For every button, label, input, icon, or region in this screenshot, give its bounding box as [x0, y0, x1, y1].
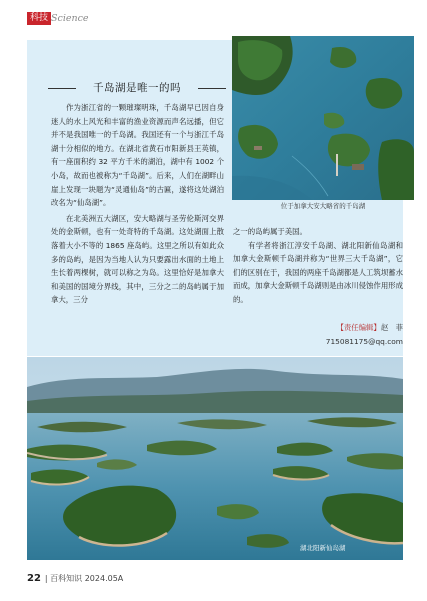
publication-info: 百科知识 2024.05A [50, 574, 124, 583]
paragraph: 在北美洲五大湖区，安大略湖与圣劳伦斯河交界处的金斯顿，也有一处奇特的千岛湖。这处湖面上散落着大小不等的 1865 座岛屿。这里之所以有如此众多的岛屿，是因为当地人认为只要露出水面的土地上生长着两棵树，就可以称之为岛。这里恰好是加拿大和美国的国境分界线，其中，三分之二的岛屿属于加拿大，三分 [51, 213, 224, 305]
body-column-left [51, 101, 224, 307]
paragraph: 作为浙江省的一颗璀璨明珠，千岛湖早已因自身迷人的水上风光和丰富的渔业资源而声名远播，但它并不是我国唯一的千岛湖。我国还有一个与浙江千岛湖十分相似的地方。在湖北省黄石市阳新县王英镇，有一座面积约 32 平方千米的湖泊，湖中有 1002 个小岛，故而也被称为“千岛湖”。后来，人们在湖畔山崖上发现一块题为“灵通仙岛”的古匾，遂将这处湖泊改名为“仙岛湖”。 [51, 103, 224, 208]
paragraph: 有学者将浙江淳安千岛湖、湖北阳新仙岛湖和加拿大金斯顿千岛湖并称为“世界三大千岛湖”，它们的区别在于，我国的两座千岛湖都是人工筑坝蓄水而成，加拿大金斯顿千岛湖则是由冰川侵蚀作用形成的。 [233, 240, 403, 304]
page-number: 22 [27, 573, 41, 584]
divider: | [44, 574, 51, 583]
editor-email: 715081175@qq.com [325, 337, 403, 346]
page-footer [27, 573, 123, 584]
editor-label: 【责任编辑】 [336, 323, 381, 332]
photo-bottom-caption: 湖北阳新仙岛湖 [300, 544, 346, 552]
editor-name: 赵 菲 [380, 323, 403, 332]
title-rule-right [198, 88, 226, 89]
section-tag-english: Science [51, 13, 89, 24]
photo-canada-thousand-islands [232, 36, 414, 200]
article-title-block [48, 81, 226, 95]
article-title: 千岛湖是唯一的吗 [93, 82, 181, 94]
photo-top-caption: 位于加拿大安大略省的千岛湖 [280, 202, 366, 210]
photo-xiandao-lake [27, 357, 403, 560]
section-tag: 科技 [27, 12, 51, 25]
editor-credit [233, 322, 403, 333]
body-column-right [233, 225, 403, 307]
paragraph: 之一的岛屿属于美国。 [233, 227, 307, 236]
